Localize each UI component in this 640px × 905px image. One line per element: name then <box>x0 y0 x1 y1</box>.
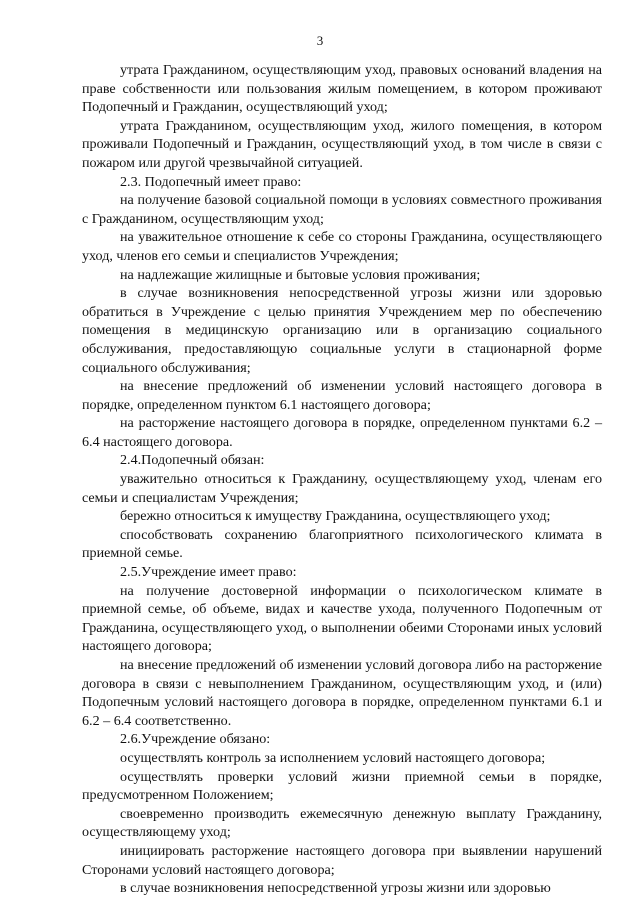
paragraph: на надлежащие жилищные и бытовые условия проживания; <box>120 266 481 283</box>
paragraph: на получение достоверной информации о психологическом климате в приемной семье, об объеме, видах и качестве ухода, полученного Подопечным от Гражданина, осуществляющего уход, о выполнении обеими Сторонами иных условий настоящего договора; <box>82 582 602 655</box>
paragraph: на уважительное отношение к себе со стороны Гражданина, осуществляющего уход, членов его семьи и специалистов Учреждения; <box>82 229 602 264</box>
paragraph: в случае возникновения непосредственной угрозы жизни или здоровью обратиться в Учреждение с целью принятия Учреждением мер по обеспечению помещения в медицинскую организацию или в организацию социального обслуживания, предоставляющую социальные услуги в стационарной форме социального обслуживания; <box>82 285 602 376</box>
paragraph: на расторжение настоящего договора в порядке, определенном пунктами 6.2 – 6.4 настоящего договора. <box>82 415 602 450</box>
paragraph: бережно относиться к имуществу Гражданина, осуществляющего уход; <box>120 508 551 525</box>
paragraph: утрата Гражданином, осуществляющим уход, правовых оснований владения на праве собственности или пользования жилым помещением, в котором проживают Подопечный и Гражданин, осуществляющий уход; <box>82 62 602 116</box>
paragraph: осуществлять контроль за исполнением условий настоящего договора; <box>120 749 546 766</box>
paragraph: в случае возникновения непосредственной угрозы жизни или здоровью <box>120 880 551 897</box>
paragraph: своевременно производить ежемесячную денежную выплату Гражданину, осуществляющему уход; <box>82 805 602 841</box>
document-body <box>82 61 602 898</box>
page-number: 3 <box>316 33 324 48</box>
paragraph: инициировать расторжение настоящего договора при выявлении нарушений Сторонами условий настоящего договора; <box>82 842 602 878</box>
paragraph: способствовать сохранению благоприятного психологического климата в приемной семье. <box>82 526 602 562</box>
paragraph: на получение базовой социальной помощи в условиях совместного проживания с Гражданином, осуществляющим уход; <box>82 192 602 227</box>
section-heading: 2.5.Учреждение имеет право: <box>120 564 297 581</box>
paragraph: осуществлять проверки условий жизни приемной семьи в порядке, предусмотренном Положением; <box>82 768 602 804</box>
paragraph: уважительно относиться к Гражданину, осуществляющему уход, членам его семьи и специалистам Учреждения; <box>82 471 602 506</box>
paragraph: утрата Гражданином, осуществляющим уход, жилого помещения, в котором проживали Подопечный и Гражданин, осуществляющий уход, в том числе в связи с пожаром или другой чрезвычайной ситуацией. <box>82 117 602 171</box>
section-heading: 2.4.Подопечный обязан: <box>120 452 265 469</box>
paragraph: на внесение предложений об изменении условий договора либо на расторжение договора в связи с невыполнением Гражданином, осуществляющим уход, и (или) Подопечным условий настоящего договора в порядке, определенном пунктами 6.1 и 6.2 – 6.4 соответственно. <box>82 657 602 729</box>
paragraph: на внесение предложений об изменении условий настоящего договора в порядке, определенном пунктом 6.1 настоящего договора; <box>82 378 602 413</box>
section-heading: 2.3. Подопечный имеет право: <box>120 173 302 190</box>
section-heading: 2.6.Учреждение обязано: <box>120 731 271 748</box>
